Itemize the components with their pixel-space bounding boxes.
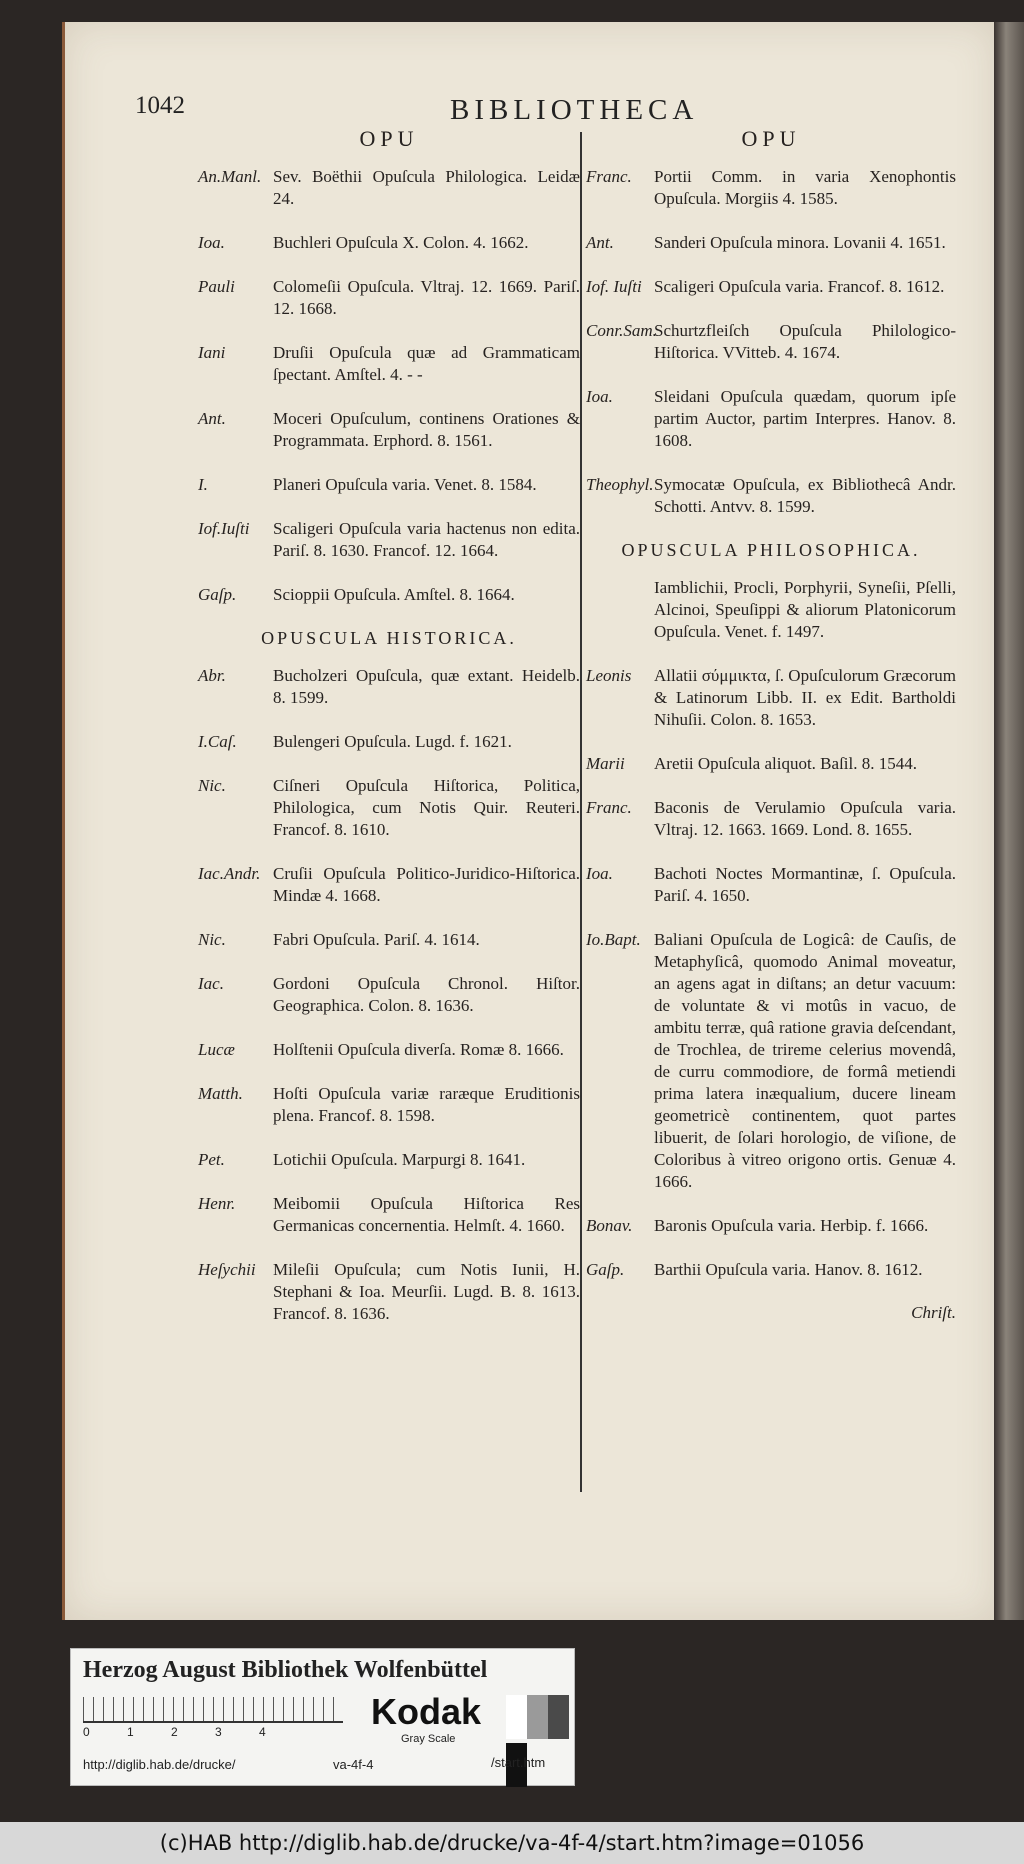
entry-text: Schurtzfleiſch Opuſcula Philologico-Hiſtorica. VVitteb. 4. 1674.	[654, 321, 956, 362]
list-item	[586, 474, 956, 518]
footer-caption: (c)HAB http://diglib.hab.de/drucke/va-4f-4/start.htm?image=01056	[0, 1822, 1024, 1864]
right-column-heading: OPU	[741, 126, 801, 151]
entry-text: Sanderi Opuſcula minora. Lovanii 4. 1651.	[654, 233, 946, 252]
entry-text: Portii Comm. in varia Xenophontis Opuſcula. Morgiis 4. 1585.	[654, 167, 956, 208]
entry-text: Bucholzeri Opuſcula, quæ extant. Heidelb. 8. 1599.	[273, 666, 580, 707]
list-item	[586, 753, 956, 775]
entry-author-prefix: Ioa.	[586, 387, 613, 406]
entry-author-prefix: Nic.	[198, 776, 226, 795]
section-heading-philosophica: OPUSCULA PHILOSOPHICA.	[621, 540, 921, 560]
list-item	[198, 973, 580, 1017]
entry-text: Planeri Opuſcula varia. Venet. 8. 1584.	[273, 475, 537, 494]
right-column	[586, 120, 956, 1323]
list-item	[198, 232, 580, 254]
entry-text: Sev. Boëthii Opuſcula Philologica. Leidæ 24.	[273, 167, 580, 208]
entry-author-prefix: Ioa.	[198, 233, 225, 252]
entry-author-prefix: Gaſp.	[586, 1260, 625, 1279]
left-column	[198, 120, 580, 1347]
entry-author-prefix: Nic.	[198, 930, 226, 949]
gray-scale-label: Gray Scale	[401, 1733, 456, 1745]
entry-author-prefix: Iof.Iuſti	[198, 519, 250, 538]
entry-author-prefix: Iac.	[198, 974, 224, 993]
entry-text: Hoſti Opuſcula variæ raræque Eruditionis plena. Francof. 8. 1598.	[273, 1084, 580, 1125]
list-item	[198, 584, 580, 606]
library-name: Herzog August Bibliothek Wolfenbüttel	[83, 1657, 488, 1683]
entry-author-prefix: Matth.	[198, 1084, 243, 1103]
list-item	[198, 665, 580, 709]
section-heading-historica: OPUSCULA HISTORICA.	[261, 628, 517, 648]
stamp-url-id: va-4f-4	[333, 1757, 374, 1772]
list-item	[198, 731, 580, 753]
entry-text: Gordoni Opuſcula Chronol. Hiſtor. Geographica. Colon. 8. 1636.	[273, 974, 580, 1015]
list-item	[198, 518, 580, 562]
list-item	[586, 797, 956, 841]
list-item	[198, 342, 580, 386]
entry-text: Allatii σύμμικτα, ſ. Opuſculorum Græcorum & Latinorum Libb. II. ex Edit. Bartholdi Nihuſii. Colon. 8. 1653.	[654, 666, 956, 729]
entry-author-prefix: Franc.	[586, 167, 632, 186]
entry-author-prefix: Iof. Iuſti	[586, 277, 642, 296]
entry-text: Buchleri Opuſcula X. Colon. 4. 1662.	[273, 233, 529, 252]
entry-author-prefix: Gaſp.	[198, 585, 237, 604]
entry-author-prefix: Ant.	[586, 233, 614, 252]
entry-text: Colomeſii Opuſcula. Vltraj. 12. 1669. Pariſ. 12. 1668.	[273, 277, 580, 318]
entry-text: Scioppii Opuſcula. Amſtel. 8. 1664.	[273, 585, 515, 604]
list-item	[198, 474, 580, 496]
entry-author-prefix: Pet.	[198, 1150, 225, 1169]
page-title: BIBLIOTHECA	[450, 94, 699, 126]
kodak-logo: Kodak	[371, 1691, 482, 1732]
catchword: Chriſt.	[911, 1303, 956, 1322]
list-item	[586, 665, 956, 731]
entry-text: Druſii Opuſcula quæ ad Grammaticam ſpectant. Amſtel. 4. - -	[273, 343, 580, 384]
entry-author-prefix: Iac.Andr.	[198, 864, 261, 883]
entry-author-prefix: Io.Bapt.	[586, 930, 641, 949]
entry-text: Moceri Opuſculum, continens Orationes & Programmata. Erphord. 8. 1561.	[273, 409, 580, 450]
entry-author-prefix: Pauli	[198, 277, 235, 296]
entry-text: Bachoti Noctes Mormantinæ, ſ. Opuſcula. Pariſ. 4. 1650.	[654, 864, 956, 905]
entry-author-prefix: Leonis	[586, 666, 632, 685]
list-item	[586, 276, 956, 298]
entry-text: Ciſneri Opuſcula Hiſtorica, Politica, Philologica, cum Notis Quir. Reuteri. Francof. 8. 1610.	[273, 776, 580, 839]
list-item	[586, 577, 956, 643]
scale-number: 1	[127, 1725, 134, 1739]
entry-author-prefix: Henr.	[198, 1194, 236, 1213]
list-item	[586, 166, 956, 210]
entry-author-prefix: Ioa.	[586, 864, 613, 883]
right-entries	[586, 166, 956, 518]
entry-text: Scaligeri Opuſcula varia hactenus non edita. Pariſ. 8. 1630. Francof. 12. 1664.	[273, 519, 580, 560]
entry-author-prefix: Heſychii	[198, 1260, 256, 1279]
entry-text: Baliani Opuſcula de Logicâ: de Cauſis, de Metaphyſicâ, quomodo Animal moveatur, an agens agat in diſtans; an detur vacuum: de voluntate & vi motûs in vacuo, de ambitu terræ, quâ ratione gravia deſcendant, de Trochlea, de trireme celerius movendâ, de curru commodiore, de formâ metiendi prima latera inæqualium, ducere lineam geometricè continentem, quot partes libuerit, de ſolari horologio, de viſione, de Coloribus à vitreo origono ortis. Genuæ 4. 1666.	[654, 930, 956, 1191]
entry-text: Mileſii Opuſcula; cum Notis Iunii, H. Stephani & Ioa. Meurſii. Lugd. B. 8. 1613. Francof. 8. 1636.	[273, 1260, 580, 1323]
entry-text: Holſtenii Opuſcula diverſa. Romæ 8. 1666.	[273, 1040, 564, 1059]
list-item	[198, 1193, 580, 1237]
scale-number: 4	[259, 1725, 266, 1739]
entry-author-prefix: Marii	[586, 754, 625, 773]
entry-text: Baronis Opuſcula varia. Herbip. f. 1666.	[654, 1216, 929, 1235]
entry-author-prefix: Ant.	[198, 409, 226, 428]
list-item	[198, 863, 580, 907]
entry-author-prefix: I.Caſ.	[198, 732, 237, 751]
entry-text: Fabri Opuſcula. Pariſ. 4. 1614.	[273, 930, 480, 949]
list-item	[198, 929, 580, 951]
page-number: 1042	[135, 92, 185, 119]
entry-text: Barthii Opuſcula varia. Hanov. 8. 1612.	[654, 1260, 923, 1279]
left-entries	[198, 166, 580, 606]
list-item	[198, 1039, 580, 1061]
library-stamp	[70, 1648, 575, 1786]
stamp-url-start: /start.htm	[491, 1755, 546, 1770]
list-item	[198, 166, 580, 210]
list-item	[198, 408, 580, 452]
entry-text: Aretii Opuſcula aliquot. Baſil. 8. 1544.	[654, 754, 917, 773]
entry-author-prefix: An.Manl.	[198, 167, 262, 186]
entry-author-prefix: Theophyl.	[586, 475, 654, 494]
list-item	[586, 1215, 956, 1237]
list-item	[586, 386, 956, 452]
entry-text: Bulengeri Opuſcula. Lugd. f. 1621.	[273, 732, 512, 751]
left-entries-historica	[198, 665, 580, 1325]
right-entries-philosophica	[586, 577, 956, 1281]
list-item	[586, 232, 956, 254]
page-edge	[994, 22, 1024, 1620]
list-item	[198, 1149, 580, 1171]
list-item	[198, 775, 580, 841]
entry-author-prefix: Franc.	[586, 798, 632, 817]
list-item	[586, 929, 956, 1193]
scale-number: 0	[83, 1725, 90, 1739]
entry-text: Cruſii Opuſcula Politico-Juridico-Hiſtorica. Mindæ 4. 1668.	[273, 864, 580, 905]
list-item	[198, 1083, 580, 1127]
stamp-url-base: http://diglib.hab.de/drucke/	[83, 1757, 236, 1772]
list-item	[586, 863, 956, 907]
gray-scale-blocks	[506, 1695, 574, 1791]
entry-text: Symocatæ Opuſcula, ex Bibliothecâ Andr. Schotti. Antvv. 8. 1599.	[654, 475, 956, 516]
entry-author-prefix: Lucæ	[198, 1040, 235, 1059]
entry-author-prefix: Conr.Sam.	[586, 321, 657, 340]
entry-author-prefix: Abr.	[198, 666, 226, 685]
entry-text: Scaligeri Opuſcula varia. Francof. 8. 1612.	[654, 277, 945, 296]
column-divider	[580, 132, 582, 1492]
scale-number: 3	[215, 1725, 222, 1739]
left-column-heading: OPU	[359, 126, 419, 151]
entry-author-prefix	[586, 577, 654, 643]
scale-ruler	[83, 1697, 343, 1723]
entry-text: Iamblichii, Procli, Porphyrii, Syneſii, Pſelli, Alcinoi, Speuſippi & aliorum Platonicorum Opuſcula. Venet. f. 1497.	[654, 578, 956, 641]
entry-text: Sleidani Opuſcula quædam, quorum ipſe partim Auctor, partim Interpres. Hanov. 8. 1608.	[654, 387, 956, 450]
scale-numbers	[83, 1725, 303, 1739]
list-item	[198, 276, 580, 320]
list-item	[586, 320, 956, 364]
entry-text: Baconis de Verulamio Opuſcula varia. Vltraj. 12. 1663. 1669. Lond. 8. 1655.	[654, 798, 956, 839]
entry-text: Lotichii Opuſcula. Marpurgi 8. 1641.	[273, 1150, 526, 1169]
entry-author-prefix: Bonav.	[586, 1216, 633, 1235]
list-item	[586, 1259, 956, 1281]
list-item	[198, 1259, 580, 1325]
entry-author-prefix: I.	[198, 475, 208, 494]
entry-text: Meibomii Opuſcula Hiſtorica Res Germanicas concernentia. Helmſt. 4. 1660.	[273, 1194, 580, 1235]
scale-number: 2	[171, 1725, 178, 1739]
entry-author-prefix: Iani	[198, 343, 226, 362]
